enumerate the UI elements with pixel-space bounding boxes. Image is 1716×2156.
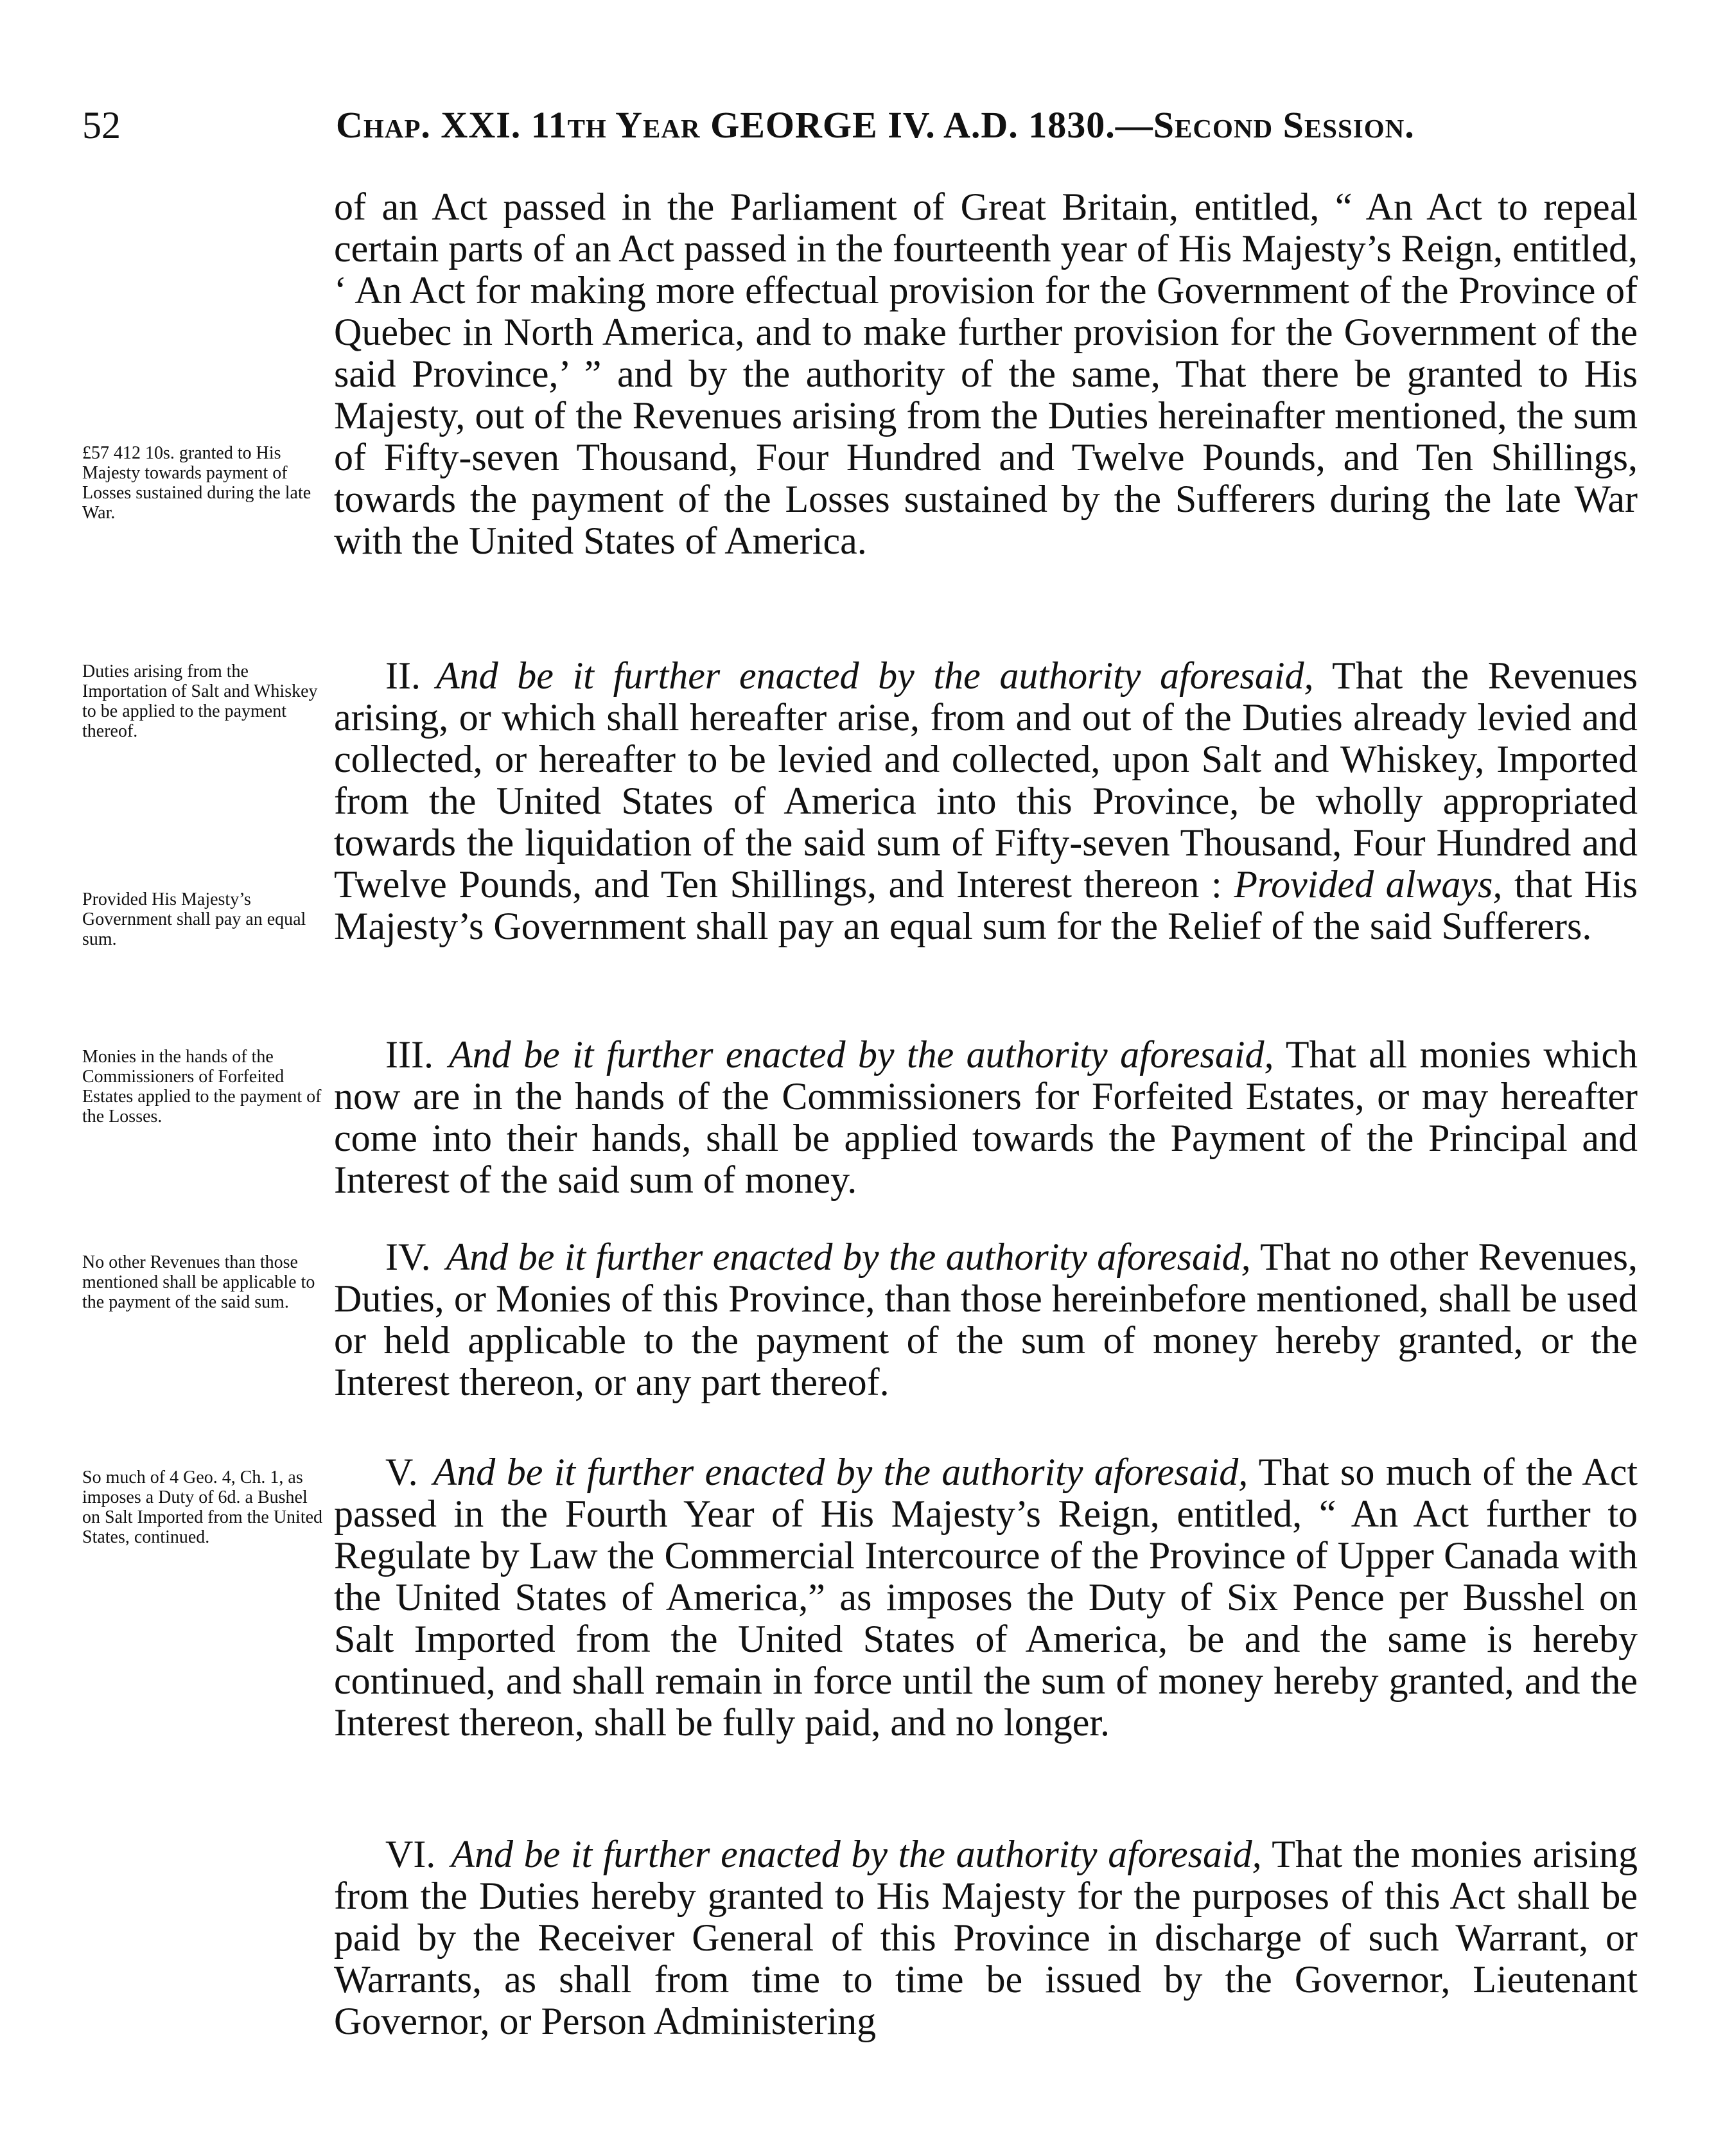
section-4	[334, 1236, 1638, 1403]
section-paragraph	[334, 1451, 1638, 1744]
section-3	[334, 1034, 1638, 1201]
section-5	[334, 1451, 1638, 1744]
paragraph-text: That no other Revenues, Duties, or Monies of this Province, than those hereinbefore mentioned, shall be used or held applicable to the payment of the sum of money hereby granted, or the Interest thereon, or any part thereof.	[334, 1236, 1638, 1403]
enacting-clause: And be it further enacted by the authority aforesaid,	[446, 1236, 1251, 1278]
running-head: Chap. XXI. 11th Year GEORGE IV. A.D. 1830.—Second Session.	[336, 104, 1415, 146]
proviso-clause: Provided always,	[1234, 863, 1503, 906]
section-number: II.	[385, 654, 421, 697]
paragraph-text: that His Majesty’s Government shall pay an equal sum for the Relief of the said Sufferers.	[334, 863, 1638, 947]
enacting-clause: And be it further enacted by the authority aforesaid,	[435, 654, 1314, 697]
section-continuation	[334, 186, 1638, 562]
marginal-note: Monies in the hands of the Commissioners of Forfeited Estates applied to the payment of the Losses.	[82, 1047, 322, 1126]
marginal-note: No other Revenues than those mentioned shall be applicable to the payment of the said sum.	[82, 1252, 315, 1312]
marginal-note: £57 412 10s. granted to His Majesty towards payment of Losses sustained during the late War.	[82, 443, 311, 523]
paragraph-text: That all monies which now are in the hands of the Commissioners for Forfeited Estates, or may hereafter come into their hands, shall be applied towards the Payment of the Principal and Interest of the said sum of money.	[334, 1033, 1638, 1201]
section-number: V.	[385, 1451, 418, 1493]
section-paragraph	[334, 1034, 1638, 1201]
page-header	[82, 96, 1636, 154]
paragraph-text: That the monies arising from the Duties hereby granted to His Majesty for the purposes of this Act shall be paid by the Receiver General of this Province in discharge of such Warrant, or Warrants, as shall from time to time be issued by the Governor, Lieutenant Governor, or Person Administering	[334, 1833, 1638, 2042]
page-number: 52	[82, 104, 121, 146]
paragraph-text: That so much of the Act passed in the Fourth Year of His Majesty’s Reign, entitled, “ An Act further to Regulate by Law the Commercial Intercource of the Province of Upper Canada with the United States of America,” as imposes the Duty of Six Pence per Busshel on Salt Imported from the United States of America, be and the same is hereby continued, and shall remain in force until the sum of money hereby granted, and the Interest thereon, shall be fully paid, and no longer.	[334, 1451, 1638, 1744]
section-number: VI.	[385, 1833, 436, 1875]
section-paragraph	[334, 655, 1638, 947]
enacting-clause: And be it further enacted by the authority aforesaid,	[451, 1833, 1262, 1875]
enacting-clause: And be it further enacted by the authority aforesaid,	[448, 1033, 1274, 1076]
paragraph-text: of an Act passed in the Parliament of Great Britain, entitled, “ An Act to repeal certain parts of an Act passed in the fourteenth year of His Majesty’s Reign, entitled, ‘ An Act for making more effectual provision for the Government of the Province of Quebec in North America, and to make further provision for the Government of the said Province,’ ” and by the authority of the same, That there be granted to His Majesty, out of the Revenues arising from the Duties hereinafter mentioned, the sum of Fifty-seven Thousand, Four Hundred and Twelve Pounds, and Ten Shillings, towards the payment of the Losses sustained by the Sufferers during the late War with the United States of America.	[334, 186, 1638, 562]
section-paragraph	[334, 1236, 1638, 1403]
section-number: III.	[385, 1033, 433, 1076]
paragraph-text: That the Revenues arising, or which shall hereafter arise, from and out of the Duties already levied and collected, or hereafter to be levied and collected, upon Salt and Whiskey, Imported from the United States of America into this Province, be wholly appropriated towards the liquidation of the said sum of Fifty-seven Thousand, Four Hundred and Twelve Pounds, and Ten Shillings, and Interest thereon :	[334, 654, 1638, 906]
marginal-note: Provided His Majesty’s Government shall pay an equal sum.	[82, 890, 306, 949]
marginal-note: Duties arising from the Importation of Salt and Whiskey to be applied to the payment thereof.	[82, 662, 318, 741]
section-2	[334, 655, 1638, 947]
enacting-clause: And be it further enacted by the authority aforesaid,	[433, 1451, 1248, 1493]
marginal-note: So much of 4 Geo. 4, Ch. 1, as imposes a Duty of 6d. a Bushel on Salt Imported from the United States, continued.	[82, 1468, 323, 1547]
section-paragraph	[334, 1834, 1638, 2042]
section-6	[334, 1834, 1638, 2042]
section-number: IV.	[385, 1236, 431, 1278]
